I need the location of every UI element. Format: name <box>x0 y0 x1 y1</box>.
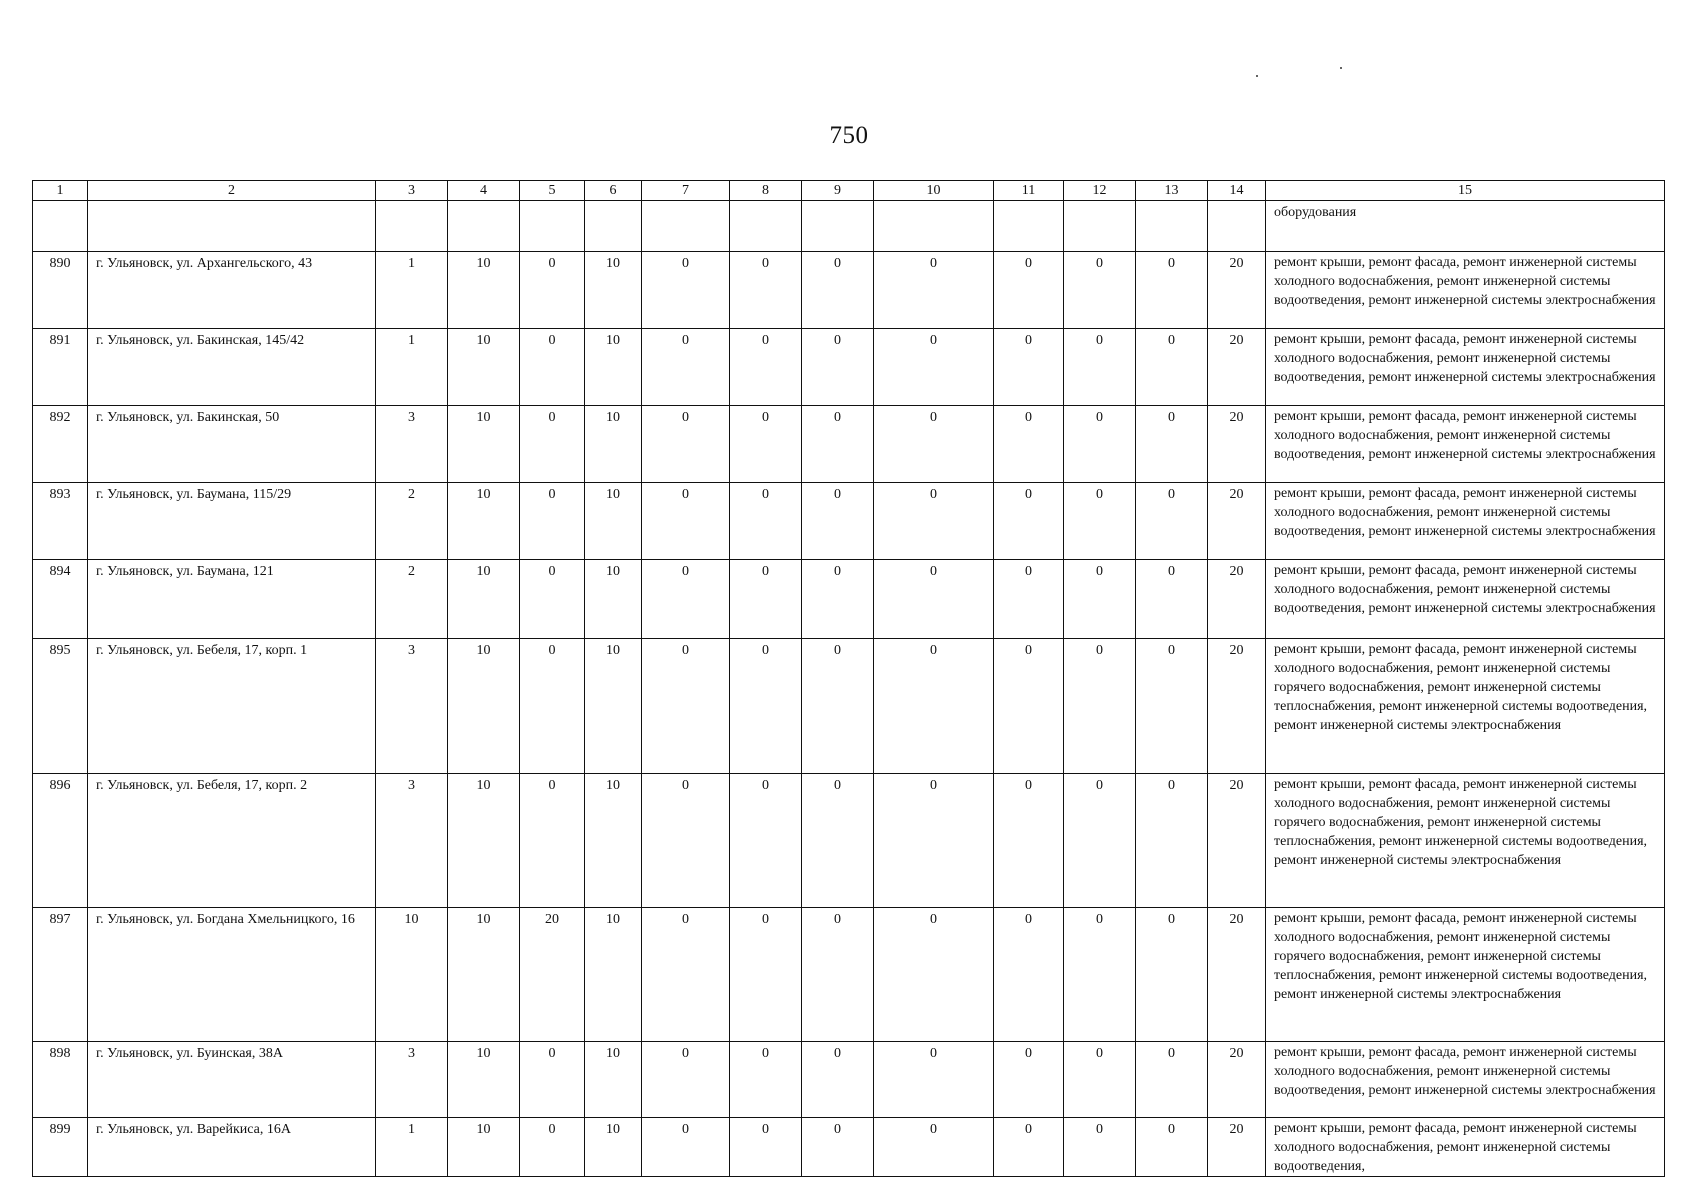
value-cell-6: 10 <box>585 252 642 329</box>
address-cell: г. Ульяновск, ул. Баумана, 121 <box>88 560 376 639</box>
column-header: 1 <box>33 181 88 201</box>
row-number-cell: 891 <box>33 329 88 406</box>
column-header: 9 <box>802 181 874 201</box>
page-number: 750 <box>829 122 869 149</box>
value-cell-4: 10 <box>448 329 520 406</box>
value-cell-9: 0 <box>802 560 874 639</box>
value-cell-10: 0 <box>874 483 994 560</box>
value-cell-12: 0 <box>1064 908 1136 1042</box>
value-cell-8: 0 <box>730 406 802 483</box>
value-cell-5: 20 <box>520 908 585 1042</box>
value-cell-4: 10 <box>448 1042 520 1118</box>
table-row <box>33 560 1665 639</box>
address-cell: г. Ульяновск, ул. Бебеля, 17, корп. 2 <box>88 774 376 908</box>
works-cell: ремонт крыши, ремонт фасада, ремонт инженерной системы холодного водоснабжения, ремонт инженерной системы водоотведения, ремонт инженерной системы электроснабжения <box>1266 406 1665 483</box>
value-cell-12: 0 <box>1064 483 1136 560</box>
value-cell-11: 0 <box>994 252 1064 329</box>
value-cell-10: 0 <box>874 1118 994 1177</box>
column-number-row <box>33 181 1665 201</box>
works-cell: ремонт крыши, ремонт фасада, ремонт инженерной системы холодного водоснабжения, ремонт инженерной системы водоотведения, ремонт инженерной системы электроснабжения <box>1266 252 1665 329</box>
value-cell-9: 0 <box>802 483 874 560</box>
value-cell-13: 0 <box>1136 560 1208 639</box>
value-cell-14: 20 <box>1208 329 1266 406</box>
value-cell-5: 0 <box>520 774 585 908</box>
value-cell-13: 0 <box>1136 1042 1208 1118</box>
value-cell-14: 20 <box>1208 639 1266 774</box>
value-cell-8: 0 <box>730 1118 802 1177</box>
value-cell-12: 0 <box>1064 1118 1136 1177</box>
works-cell: ремонт крыши, ремонт фасада, ремонт инженерной системы холодного водоснабжения, ремонт инженерной системы горячего водоснабжения, ремонт инженерной системы теплоснабжения, ремонт инженерной системы водоотведения, ремонт инженерной системы электроснабжения <box>1266 908 1665 1042</box>
column-header: 7 <box>642 181 730 201</box>
address-cell: г. Ульяновск, ул. Бакинская, 50 <box>88 406 376 483</box>
address-cell: г. Ульяновск, ул. Варейкиса, 16А <box>88 1118 376 1177</box>
row-number-cell: 897 <box>33 908 88 1042</box>
value-cell-10: 0 <box>874 252 994 329</box>
value-cell-4: 10 <box>448 560 520 639</box>
value-cell-9: 0 <box>802 329 874 406</box>
value-cell-13: 0 <box>1136 774 1208 908</box>
value-cell-5: 0 <box>520 1118 585 1177</box>
column-header: 14 <box>1208 181 1266 201</box>
value-cell-11: 0 <box>994 406 1064 483</box>
value-cell-12: 0 <box>1064 1042 1136 1118</box>
value-cell-10: 0 <box>874 1042 994 1118</box>
value-cell-4: 10 <box>448 406 520 483</box>
value-cell-11: 0 <box>994 483 1064 560</box>
column-header: 13 <box>1136 181 1208 201</box>
value-cell-10: 0 <box>874 329 994 406</box>
value-cell-8: 0 <box>730 483 802 560</box>
value-cell-7: 0 <box>642 639 730 774</box>
value-cell-6: 10 <box>585 1118 642 1177</box>
table-row <box>33 329 1665 406</box>
value-cell-11: 0 <box>994 560 1064 639</box>
value-cell-6: 10 <box>585 329 642 406</box>
value-cell-12: 0 <box>1064 774 1136 908</box>
value-cell-12: 0 <box>1064 252 1136 329</box>
value-cell-13: 0 <box>1136 639 1208 774</box>
value-cell-5: 0 <box>520 483 585 560</box>
value-cell-4: 10 <box>448 1118 520 1177</box>
value-cell-3: 10 <box>376 908 448 1042</box>
value-cell-6: 10 <box>585 774 642 908</box>
value-cell-5: 0 <box>520 639 585 774</box>
column-header: 10 <box>874 181 994 201</box>
value-cell-5: 0 <box>520 252 585 329</box>
column-header: 12 <box>1064 181 1136 201</box>
value-cell-6: 10 <box>585 1042 642 1118</box>
value-cell-12: 0 <box>1064 560 1136 639</box>
column-header: 6 <box>585 181 642 201</box>
value-cell-14: 20 <box>1208 406 1266 483</box>
value-cell-14: 20 <box>1208 1118 1266 1177</box>
value-cell-6: 10 <box>585 908 642 1042</box>
address-cell: г. Ульяновск, ул. Буинская, 38А <box>88 1042 376 1118</box>
scan-speck <box>1340 67 1342 69</box>
works-cell: ремонт крыши, ремонт фасада, ремонт инженерной системы холодного водоснабжения, ремонт инженерной системы водоотведения, ремонт инженерной системы электроснабжения <box>1266 329 1665 406</box>
value-cell-8: 0 <box>730 560 802 639</box>
value-cell-3: 3 <box>376 1042 448 1118</box>
value-cell-12: 0 <box>1064 639 1136 774</box>
rows-body <box>33 252 1665 1177</box>
value-cell-3: 1 <box>376 329 448 406</box>
row-number-cell: 895 <box>33 639 88 774</box>
value-cell-7: 0 <box>642 252 730 329</box>
address-cell: г. Ульяновск, ул. Архангельского, 43 <box>88 252 376 329</box>
value-cell-7: 0 <box>642 774 730 908</box>
value-cell-6: 10 <box>585 483 642 560</box>
value-cell-14: 20 <box>1208 483 1266 560</box>
value-cell-4: 10 <box>448 774 520 908</box>
scan-speck <box>1256 75 1258 77</box>
value-cell-9: 0 <box>802 252 874 329</box>
value-cell-8: 0 <box>730 252 802 329</box>
value-cell-14: 20 <box>1208 560 1266 639</box>
row-number-cell: 894 <box>33 560 88 639</box>
value-cell-7: 0 <box>642 1042 730 1118</box>
row-number-cell: 893 <box>33 483 88 560</box>
value-cell-5: 0 <box>520 406 585 483</box>
table-row <box>33 639 1665 774</box>
table-row <box>33 252 1665 329</box>
value-cell-13: 0 <box>1136 252 1208 329</box>
continuation-row <box>33 201 1665 252</box>
value-cell-13: 0 <box>1136 406 1208 483</box>
works-cell: ремонт крыши, ремонт фасада, ремонт инженерной системы холодного водоснабжения, ремонт инженерной системы водоотведения, ремонт инженерной системы электроснабжения <box>1266 1042 1665 1118</box>
value-cell-9: 0 <box>802 908 874 1042</box>
value-cell-4: 10 <box>448 252 520 329</box>
value-cell-8: 0 <box>730 774 802 908</box>
address-cell: г. Ульяновск, ул. Бебеля, 17, корп. 1 <box>88 639 376 774</box>
value-cell-6: 10 <box>585 560 642 639</box>
row-number-cell: 896 <box>33 774 88 908</box>
value-cell-14: 20 <box>1208 1042 1266 1118</box>
value-cell-7: 0 <box>642 483 730 560</box>
value-cell-10: 0 <box>874 639 994 774</box>
row-number-cell: 890 <box>33 252 88 329</box>
value-cell-3: 1 <box>376 1118 448 1177</box>
value-cell-10: 0 <box>874 560 994 639</box>
works-cell: ремонт крыши, ремонт фасада, ремонт инженерной системы холодного водоснабжения, ремонт инженерной системы водоотведения, ремонт инженерной системы электроснабжения <box>1266 560 1665 639</box>
address-cell: г. Ульяновск, ул. Бакинская, 145/42 <box>88 329 376 406</box>
table-row <box>33 406 1665 483</box>
value-cell-11: 0 <box>994 908 1064 1042</box>
value-cell-13: 0 <box>1136 1118 1208 1177</box>
value-cell-7: 0 <box>642 1118 730 1177</box>
value-cell-8: 0 <box>730 639 802 774</box>
column-header: 5 <box>520 181 585 201</box>
column-header: 2 <box>88 181 376 201</box>
value-cell-14: 20 <box>1208 252 1266 329</box>
works-cell: ремонт крыши, ремонт фасада, ремонт инженерной системы холодного водоснабжения, ремонт инженерной системы водоотведения, ремонт инженерной системы электроснабжения <box>1266 483 1665 560</box>
column-header: 4 <box>448 181 520 201</box>
value-cell-5: 0 <box>520 329 585 406</box>
value-cell-3: 2 <box>376 560 448 639</box>
value-cell-11: 0 <box>994 1118 1064 1177</box>
value-cell-4: 10 <box>448 908 520 1042</box>
value-cell-14: 20 <box>1208 908 1266 1042</box>
works-cell: ремонт крыши, ремонт фасада, ремонт инженерной системы холодного водоснабжения, ремонт инженерной системы водоотведения, <box>1266 1118 1665 1177</box>
value-cell-12: 0 <box>1064 329 1136 406</box>
column-header: 15 <box>1266 181 1665 201</box>
value-cell-13: 0 <box>1136 483 1208 560</box>
value-cell-3: 1 <box>376 252 448 329</box>
value-cell-13: 0 <box>1136 908 1208 1042</box>
value-cell-6: 10 <box>585 406 642 483</box>
value-cell-11: 0 <box>994 329 1064 406</box>
value-cell-4: 10 <box>448 483 520 560</box>
table-row <box>33 908 1665 1042</box>
column-header: 3 <box>376 181 448 201</box>
value-cell-10: 0 <box>874 406 994 483</box>
value-cell-9: 0 <box>802 406 874 483</box>
value-cell-5: 0 <box>520 1042 585 1118</box>
value-cell-9: 0 <box>802 639 874 774</box>
table-row <box>33 483 1665 560</box>
value-cell-10: 0 <box>874 774 994 908</box>
value-cell-11: 0 <box>994 1042 1064 1118</box>
value-cell-3: 2 <box>376 483 448 560</box>
value-cell-7: 0 <box>642 560 730 639</box>
value-cell-7: 0 <box>642 908 730 1042</box>
works-cell: ремонт крыши, ремонт фасада, ремонт инженерной системы холодного водоснабжения, ремонт инженерной системы горячего водоснабжения, ремонт инженерной системы теплоснабжения, ремонт инженерной системы водоотведения, ремонт инженерной системы электроснабжения <box>1266 774 1665 908</box>
value-cell-11: 0 <box>994 774 1064 908</box>
row-number-cell: 898 <box>33 1042 88 1118</box>
value-cell-8: 0 <box>730 1042 802 1118</box>
value-cell-8: 0 <box>730 329 802 406</box>
value-cell-7: 0 <box>642 329 730 406</box>
value-cell-12: 0 <box>1064 406 1136 483</box>
value-cell-5: 0 <box>520 560 585 639</box>
value-cell-3: 3 <box>376 639 448 774</box>
table-row <box>33 774 1665 908</box>
value-cell-8: 0 <box>730 908 802 1042</box>
value-cell-3: 3 <box>376 774 448 908</box>
works-cell: ремонт крыши, ремонт фасада, ремонт инженерной системы холодного водоснабжения, ремонт инженерной системы горячего водоснабжения, ремонт инженерной системы теплоснабжения, ремонт инженерной системы водоотведения, ремонт инженерной системы электроснабжения <box>1266 639 1665 774</box>
value-cell-13: 0 <box>1136 329 1208 406</box>
table-row <box>33 1042 1665 1118</box>
row-number-cell: 899 <box>33 1118 88 1177</box>
address-cell: г. Ульяновск, ул. Баумана, 115/29 <box>88 483 376 560</box>
column-header: 11 <box>994 181 1064 201</box>
row-number-cell: 892 <box>33 406 88 483</box>
value-cell-14: 20 <box>1208 774 1266 908</box>
value-cell-6: 10 <box>585 639 642 774</box>
table-row <box>33 1118 1665 1177</box>
works-cell: оборудования <box>1266 201 1665 252</box>
value-cell-7: 0 <box>642 406 730 483</box>
value-cell-3: 3 <box>376 406 448 483</box>
value-cell-9: 0 <box>802 1118 874 1177</box>
value-cell-9: 0 <box>802 1042 874 1118</box>
value-cell-9: 0 <box>802 774 874 908</box>
address-cell: г. Ульяновск, ул. Богдана Хмельницкого, 16 <box>88 908 376 1042</box>
column-header: 8 <box>730 181 802 201</box>
value-cell-11: 0 <box>994 639 1064 774</box>
value-cell-10: 0 <box>874 908 994 1042</box>
repair-register-table <box>32 180 1665 1177</box>
value-cell-4: 10 <box>448 639 520 774</box>
